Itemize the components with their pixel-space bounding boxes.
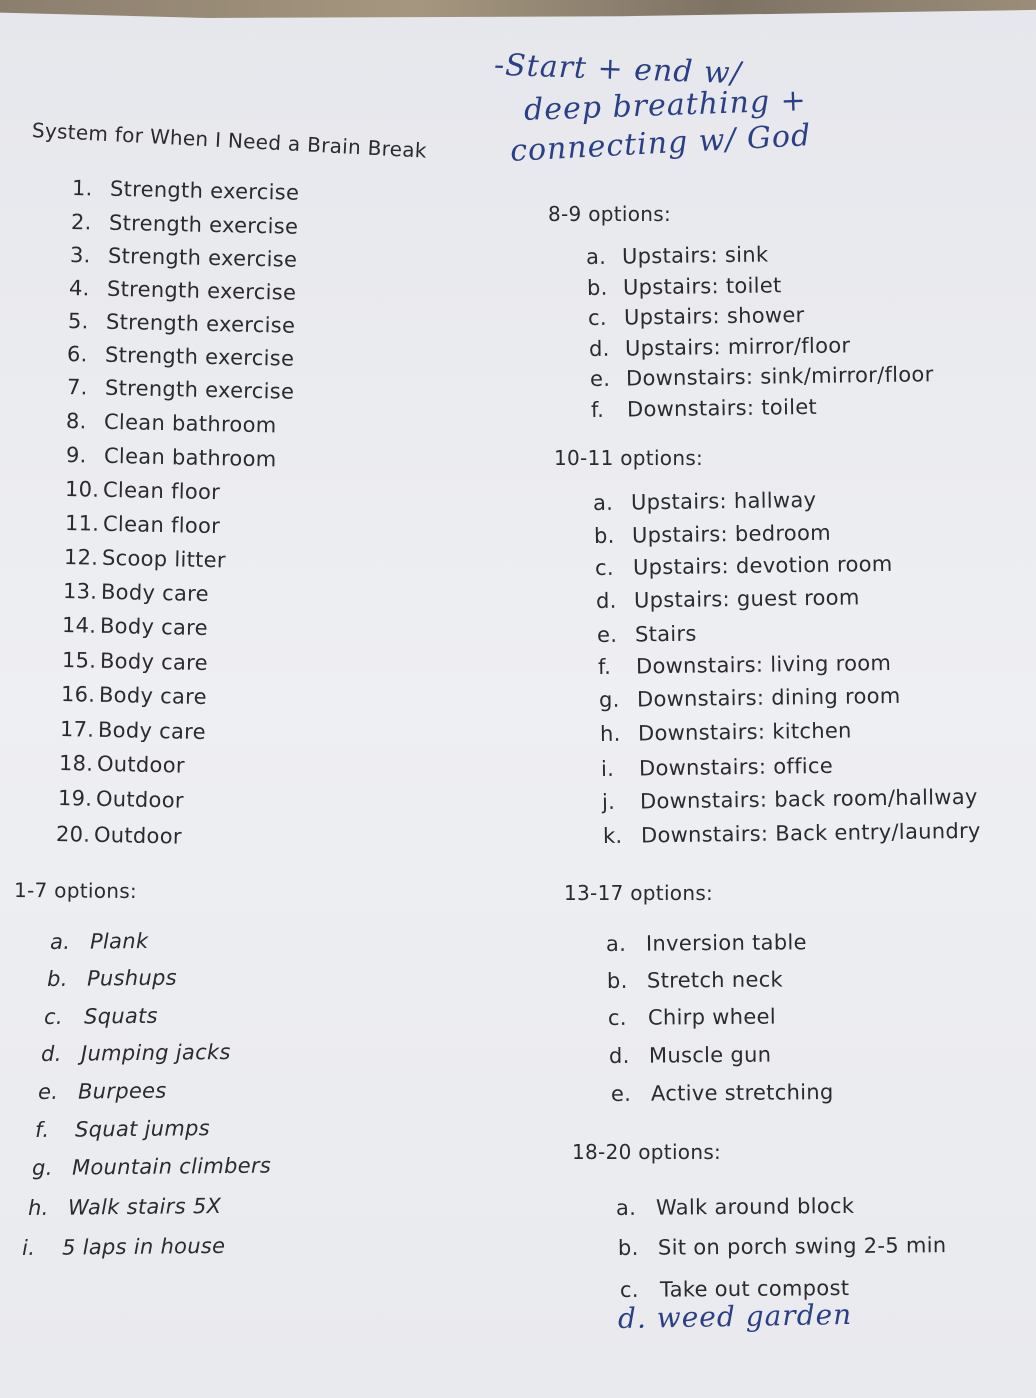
item-marker: 11. xyxy=(64,511,100,536)
item-marker: e. xyxy=(596,622,618,647)
item-marker: e. xyxy=(610,1081,632,1106)
item-marker: b. xyxy=(46,966,68,991)
item-marker: c. xyxy=(619,1277,639,1302)
item-text: Body care xyxy=(97,717,207,745)
item-text: Jumping jacks xyxy=(80,1040,231,1066)
item-text: Strength exercise xyxy=(104,375,295,404)
item-marker: a. xyxy=(615,1195,637,1220)
item-marker: 6. xyxy=(66,342,88,367)
main-list-item xyxy=(62,613,208,640)
option-item xyxy=(618,1233,947,1260)
main-list-item xyxy=(72,176,300,205)
option-item xyxy=(607,967,783,993)
item-marker: h. xyxy=(27,1195,49,1220)
item-marker: h. xyxy=(599,721,621,746)
main-list-item xyxy=(71,210,299,239)
item-text: Clean bathroom xyxy=(103,443,277,472)
item-text: Upstairs: mirror/floor xyxy=(624,333,851,361)
item-marker: 15. xyxy=(61,648,97,673)
main-list-item xyxy=(56,822,182,849)
item-marker: 10. xyxy=(64,477,100,502)
item-marker: 14. xyxy=(61,613,97,638)
option-item xyxy=(606,930,807,956)
item-text: 5 laps in house xyxy=(61,1233,226,1260)
item-text: Upstairs: toilet xyxy=(622,273,782,300)
item-marker: e. xyxy=(589,366,611,391)
item-marker: 20. xyxy=(55,822,91,847)
item-text: Scoop litter xyxy=(101,545,227,573)
option-item xyxy=(611,1080,834,1106)
option-item xyxy=(50,929,149,954)
options-8-9-heading: 8-9 options: xyxy=(548,202,672,226)
main-list-item xyxy=(65,511,221,538)
item-marker: c. xyxy=(594,555,614,580)
item-text: Strength exercise xyxy=(107,243,298,272)
main-list-item xyxy=(59,751,185,778)
item-marker: 16. xyxy=(60,682,96,707)
item-text: Upstairs: sink xyxy=(621,242,769,269)
item-marker: k. xyxy=(602,823,623,848)
item-text: Downstairs: living room xyxy=(635,650,892,679)
handwritten-option-d: d. weed garden xyxy=(617,1297,853,1336)
item-marker: d. xyxy=(40,1041,62,1066)
item-marker: g. xyxy=(31,1155,53,1180)
option-item xyxy=(608,1005,776,1030)
main-list-item xyxy=(63,579,209,606)
item-marker: 7. xyxy=(66,375,88,400)
item-marker: j. xyxy=(601,789,616,814)
item-text: Sit on porch swing 2-5 min xyxy=(657,1233,947,1260)
item-text: Burpees xyxy=(77,1078,167,1104)
option-item xyxy=(594,521,831,548)
main-list-item xyxy=(65,477,221,504)
item-text: Chirp wheel xyxy=(647,1004,777,1030)
item-text: Downstairs: Back entry/laundry xyxy=(640,818,981,848)
item-text: Upstairs: shower xyxy=(623,302,805,330)
item-text: Body care xyxy=(99,613,209,641)
main-list-item xyxy=(58,786,184,813)
item-text: Upstairs: guest room xyxy=(633,585,860,613)
item-text: Strength exercise xyxy=(104,342,295,371)
document-title: System for When I Need a Brain Break xyxy=(31,118,428,163)
item-text: Downstairs: dining room xyxy=(636,683,901,712)
option-item xyxy=(602,785,978,814)
handwritten-note-line-3: connecting w/ God xyxy=(509,118,813,169)
main-list-item xyxy=(67,375,295,404)
item-text: Walk around block xyxy=(655,1193,855,1220)
main-list-item xyxy=(64,545,226,572)
item-marker: 13. xyxy=(62,579,98,604)
item-text: Downstairs: toilet xyxy=(626,394,818,422)
item-text: Squats xyxy=(83,1003,158,1029)
main-list-item xyxy=(69,276,297,305)
item-text: Outdoor xyxy=(93,822,183,849)
option-item xyxy=(589,333,851,361)
handwritten-note-line-2: deep breathing + xyxy=(523,83,808,128)
item-text: Take out compost xyxy=(659,1275,850,1302)
option-item xyxy=(588,303,805,330)
item-marker: b. xyxy=(586,275,608,300)
main-list-item xyxy=(61,682,207,709)
item-marker: f. xyxy=(34,1117,50,1142)
item-marker: 4. xyxy=(68,276,90,301)
item-marker: d. xyxy=(608,1043,630,1068)
item-text: Upstairs: bedroom xyxy=(631,520,832,548)
item-text: Strength exercise xyxy=(108,210,299,239)
item-marker: f. xyxy=(590,397,605,422)
option-item xyxy=(599,684,901,712)
item-marker: b. xyxy=(593,523,615,548)
item-marker: 18. xyxy=(58,751,94,776)
item-marker: c. xyxy=(43,1004,63,1029)
item-text: Body care xyxy=(98,682,208,710)
option-item xyxy=(598,651,891,679)
options-1-7-heading: 1-7 options: xyxy=(13,878,138,904)
item-text: Clean floor xyxy=(102,477,221,505)
main-list-item xyxy=(62,648,208,675)
option-item xyxy=(590,362,934,391)
option-item xyxy=(47,966,177,991)
option-item xyxy=(587,273,782,300)
item-marker: b. xyxy=(606,968,628,993)
main-list-item xyxy=(70,243,298,272)
item-marker: g. xyxy=(598,687,620,712)
item-marker: 8. xyxy=(65,409,87,434)
item-text: Downstairs: office xyxy=(638,753,834,781)
item-marker: 17. xyxy=(59,717,95,742)
item-text: Stairs xyxy=(634,621,697,647)
item-marker: c. xyxy=(607,1005,627,1030)
item-marker: a. xyxy=(592,490,614,515)
option-item xyxy=(595,552,893,580)
item-marker: d. xyxy=(588,336,610,361)
item-text: Muscle gun xyxy=(648,1042,772,1068)
option-item xyxy=(32,1153,271,1180)
item-marker: c. xyxy=(587,305,607,330)
option-item xyxy=(44,1004,158,1029)
option-item xyxy=(609,1043,772,1068)
option-item xyxy=(586,242,769,269)
item-marker: 9. xyxy=(65,443,87,468)
item-text: Inversion table xyxy=(645,930,807,956)
item-text: Body care xyxy=(100,579,210,607)
item-marker: d. xyxy=(595,588,617,613)
option-item xyxy=(616,1194,854,1220)
item-marker: a. xyxy=(49,929,71,954)
item-text: Plank xyxy=(89,928,149,954)
option-item xyxy=(596,585,860,613)
item-marker: a. xyxy=(585,244,607,269)
item-text: Active stretching xyxy=(650,1080,834,1106)
item-marker: 12. xyxy=(63,545,99,570)
item-text: Outdoor xyxy=(96,751,186,778)
table-background-edge xyxy=(0,0,1036,18)
item-text: Downstairs: sink/mirror/floor xyxy=(625,362,934,391)
option-item xyxy=(28,1194,221,1220)
item-text: Clean floor xyxy=(102,511,221,539)
option-item xyxy=(597,622,697,647)
main-list-item xyxy=(67,342,295,371)
item-text: Upstairs: devotion room xyxy=(632,551,893,580)
item-marker: i. xyxy=(21,1235,36,1260)
option-item xyxy=(601,754,833,781)
item-marker: 2. xyxy=(70,210,92,235)
item-text: Squat jumps xyxy=(74,1116,211,1142)
item-marker: b. xyxy=(617,1235,639,1260)
option-item xyxy=(591,395,817,422)
main-list-item xyxy=(60,717,206,744)
item-text: Mountain climbers xyxy=(71,1153,272,1180)
item-text: Strength exercise xyxy=(109,176,300,205)
item-text: Outdoor xyxy=(95,786,185,813)
options-18-20-heading: 18-20 options: xyxy=(572,1140,722,1164)
option-item xyxy=(603,819,981,848)
item-text: Strength exercise xyxy=(106,276,297,305)
item-marker: i. xyxy=(600,756,615,781)
item-marker: 5. xyxy=(67,309,89,334)
main-list-item xyxy=(68,309,296,338)
options-13-17-heading: 13-17 options: xyxy=(564,881,714,905)
option-item xyxy=(600,718,852,746)
item-marker: f. xyxy=(597,654,612,679)
option-item xyxy=(593,488,817,515)
item-text: Body care xyxy=(99,648,209,676)
item-marker: 3. xyxy=(69,243,91,268)
item-marker: 1. xyxy=(71,176,93,201)
item-text: Pushups xyxy=(86,965,178,991)
handwritten-note-line-1: -Start + end w/ xyxy=(493,47,743,92)
options-10-11-heading: 10-11 options: xyxy=(554,446,704,470)
item-marker: e. xyxy=(37,1079,59,1104)
item-text: Clean bathroom xyxy=(103,409,277,438)
main-list-item xyxy=(66,409,277,437)
option-item xyxy=(38,1079,167,1104)
option-item xyxy=(35,1116,210,1142)
option-item xyxy=(41,1040,231,1066)
option-item xyxy=(22,1234,226,1260)
item-marker: a. xyxy=(605,931,627,956)
item-text: Upstairs: hallway xyxy=(630,487,817,515)
item-marker: 19. xyxy=(57,786,93,811)
item-text: Downstairs: kitchen xyxy=(637,718,852,746)
item-text: Walk stairs 5X xyxy=(67,1193,222,1220)
item-text: Downstairs: back room/hallway xyxy=(639,784,978,814)
item-text: Strength exercise xyxy=(105,309,296,338)
main-list-item xyxy=(66,443,277,471)
item-text: Stretch neck xyxy=(646,967,784,993)
